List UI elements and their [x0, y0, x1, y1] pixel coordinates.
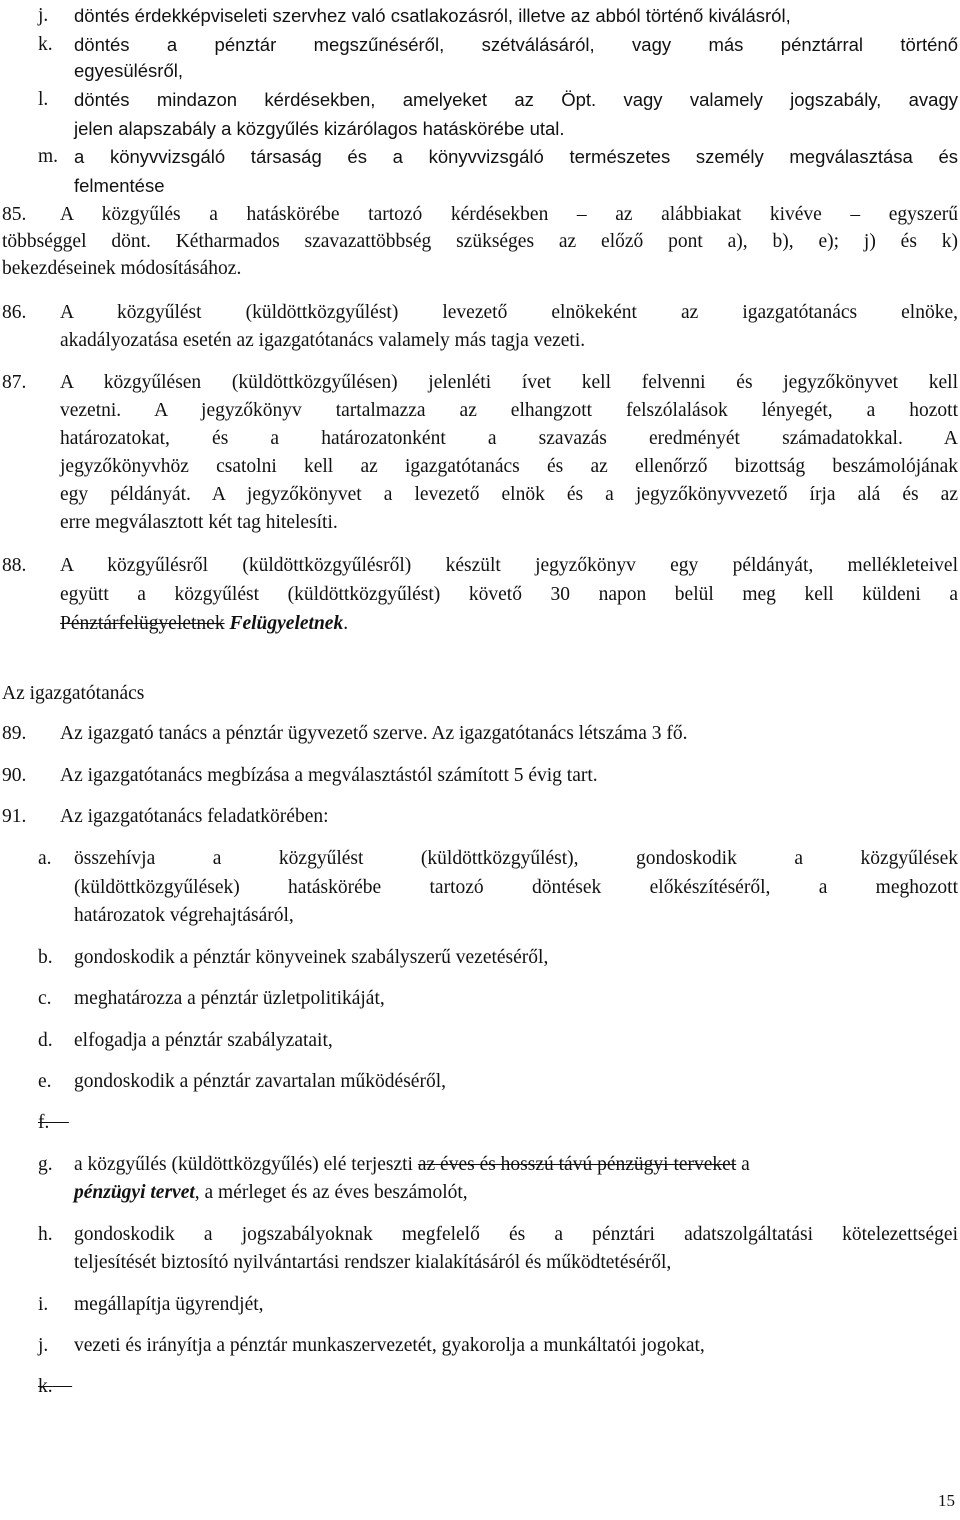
item-text: felmentése: [74, 175, 165, 196]
item-label: k.: [38, 34, 53, 55]
paragraph-text: A közgyűlésen (küldöttközgyűlésen) jelenléti ívet kell felvenni és jegyzőkönyvet kell: [60, 372, 958, 393]
task-label: j.: [38, 1335, 49, 1356]
task-label: c.: [38, 988, 52, 1009]
struck-text: Pénztárfelügyeletnek: [60, 613, 225, 634]
paragraph-text: A közgyűlést (küldöttközgyűlést) levezető elnökeként az igazgatótanács elnöke,: [60, 302, 958, 323]
item-text: döntés érdekképviseleti szervhez való csatlakozásról, illetve az abból történő kiválásról,: [74, 5, 791, 26]
struck-text: az éves és hosszú távú pénzügyi terveket: [417, 1154, 737, 1175]
item-text: jelen alapszabály a közgyűlés kizárólagos hatáskörébe utal.: [74, 118, 565, 139]
section-heading: Az igazgatótanács: [2, 683, 145, 704]
task-text: teljesítését biztosító nyilvántartási rendszer kialakításáról és működtetéséről,: [74, 1252, 672, 1273]
item-text: egyesülésről,: [74, 60, 184, 81]
paragraph-text: A közgyűlésről (küldöttközgyűlésről) készült jegyzőkönyv egy példányát, mellékleteivel: [60, 555, 958, 576]
paragraph-text: egy példányát. A jegyzőkönyvet a levezető elnök és a jegyzőkönyvvezető írja alá és az: [60, 484, 958, 505]
task-text: [74, 1181, 468, 1205]
item-label: j.: [38, 5, 49, 26]
paragraph-number: 85.: [2, 204, 27, 225]
paragraph-number: 89.: [2, 723, 27, 744]
struck-text: k.: [38, 1376, 53, 1397]
task-label: b.: [38, 947, 53, 968]
task-text: gondoskodik a pénztár zavartalan működéséről,: [74, 1071, 446, 1092]
task-label: d.: [38, 1030, 53, 1051]
task-label-struck: [38, 1375, 72, 1399]
task-label-struck: [38, 1111, 69, 1135]
task-text: elfogadja a pénztár szabályzatait,: [74, 1030, 333, 1051]
paragraph-text: akadályozatása esetén az igazgatótanács valamely más tagja vezeti.: [60, 330, 586, 351]
paragraph-number: 90.: [2, 765, 27, 786]
task-label: e.: [38, 1071, 52, 1092]
struck-text: [53, 1376, 73, 1397]
paragraph-text: bekezdéseinek módosításához.: [2, 258, 242, 279]
task-label: i.: [38, 1294, 49, 1315]
item-text: a könyvvizsgáló társaság és a könyvvizsgáló természetes személy megválasztása és: [74, 146, 958, 167]
paragraph-text: Az igazgatótanács megbízása a megválasztástól számított 5 évig tart.: [60, 765, 598, 786]
task-text: összehívja a közgyűlést (küldöttközgyűlést), gondoskodik a közgyűlések: [74, 848, 958, 869]
paragraph-text: vezetni. A jegyzőkönyv tartalmazza az elhangzott felszólalások lényegét, a hozott: [60, 400, 958, 421]
task-text: meghatározza a pénztár üzletpolitikáját,: [74, 988, 385, 1009]
task-text: gondoskodik a jogszabályoknak megfelelő és a pénztári adatszolgáltatási kötelezettségei: [74, 1224, 958, 1245]
inserted-text: pénzügyi tervet: [74, 1182, 195, 1203]
page-number: 15: [938, 1491, 955, 1510]
paragraph-text: Az igazgató tanács a pénztár ügyvezető szerve. Az igazgatótanács létszáma 3 fő.: [60, 723, 688, 744]
inserted-text: Felügyeletnek: [229, 613, 344, 634]
task-text: vezeti és irányítja a pénztár munkaszervezetét, gyakorolja a munkáltatói jogokat,: [74, 1335, 705, 1356]
paragraph-number: 86.: [2, 302, 27, 323]
paragraph-text: jegyzőkönyvhöz csatolni kell az igazgatótanács és az ellenőrző bizottság beszámolójának: [60, 456, 958, 477]
task-text: (küldöttközgyűlések) hatáskörébe tartozó döntések előkészítéséről, a meghozott: [74, 877, 958, 898]
paragraph-text: Az igazgatótanács feladatkörében:: [60, 806, 329, 827]
item-label: m.: [38, 146, 59, 167]
task-text: megállapítja ügyrendjét,: [74, 1294, 264, 1315]
paragraph-text: többséggel dönt. Kétharmados szavazattöbbség szükséges az előző pont a), b), e); j) és k): [2, 231, 958, 252]
paragraph-number: 91.: [2, 806, 27, 827]
punctuation: .: [343, 613, 349, 634]
task-label: h.: [38, 1224, 53, 1245]
paragraph-number: 88.: [2, 555, 27, 576]
task-label: a.: [38, 848, 52, 869]
task-text: [74, 1153, 958, 1177]
paragraph-number: 87.: [2, 372, 27, 393]
paragraph-text: erre megválasztott két tag hitelesíti.: [60, 512, 338, 533]
item-text: döntés mindazon kérdésekben, amelyeket az Öpt. vagy valamely jogszabály, avagy: [74, 89, 958, 110]
item-label: l.: [38, 89, 49, 110]
struck-text: f.: [38, 1112, 50, 1133]
paragraph-text: együtt a közgyűlést (küldöttközgyűlést) követő 30 napon belül meg kell küldeni a: [60, 584, 958, 605]
text-segment: a: [736, 1154, 750, 1175]
task-text: határozatok végrehajtásáról,: [74, 905, 294, 926]
paragraph-text: határozatokat, és a határozatonként a szavazás eredményét számadatokkal. A: [60, 428, 958, 449]
text-segment: , a mérleget és az éves beszámolót,: [194, 1182, 468, 1203]
item-text: döntés a pénztár megszűnéséről, szétválásáról, vagy más pénztárral történő: [74, 34, 958, 55]
struck-text: [49, 1112, 69, 1133]
text-segment: a közgyűlés (küldöttközgyűlés) elé terjeszti: [74, 1154, 418, 1175]
task-text: gondoskodik a pénztár könyveinek szabályszerű vezetéséről,: [74, 947, 549, 968]
paragraph-text: A közgyűlés a hatáskörébe tartozó kérdésekben – az alábbiakat kivéve – egyszerű: [60, 204, 958, 225]
paragraph-text: [60, 612, 348, 636]
task-label: g.: [38, 1154, 53, 1175]
